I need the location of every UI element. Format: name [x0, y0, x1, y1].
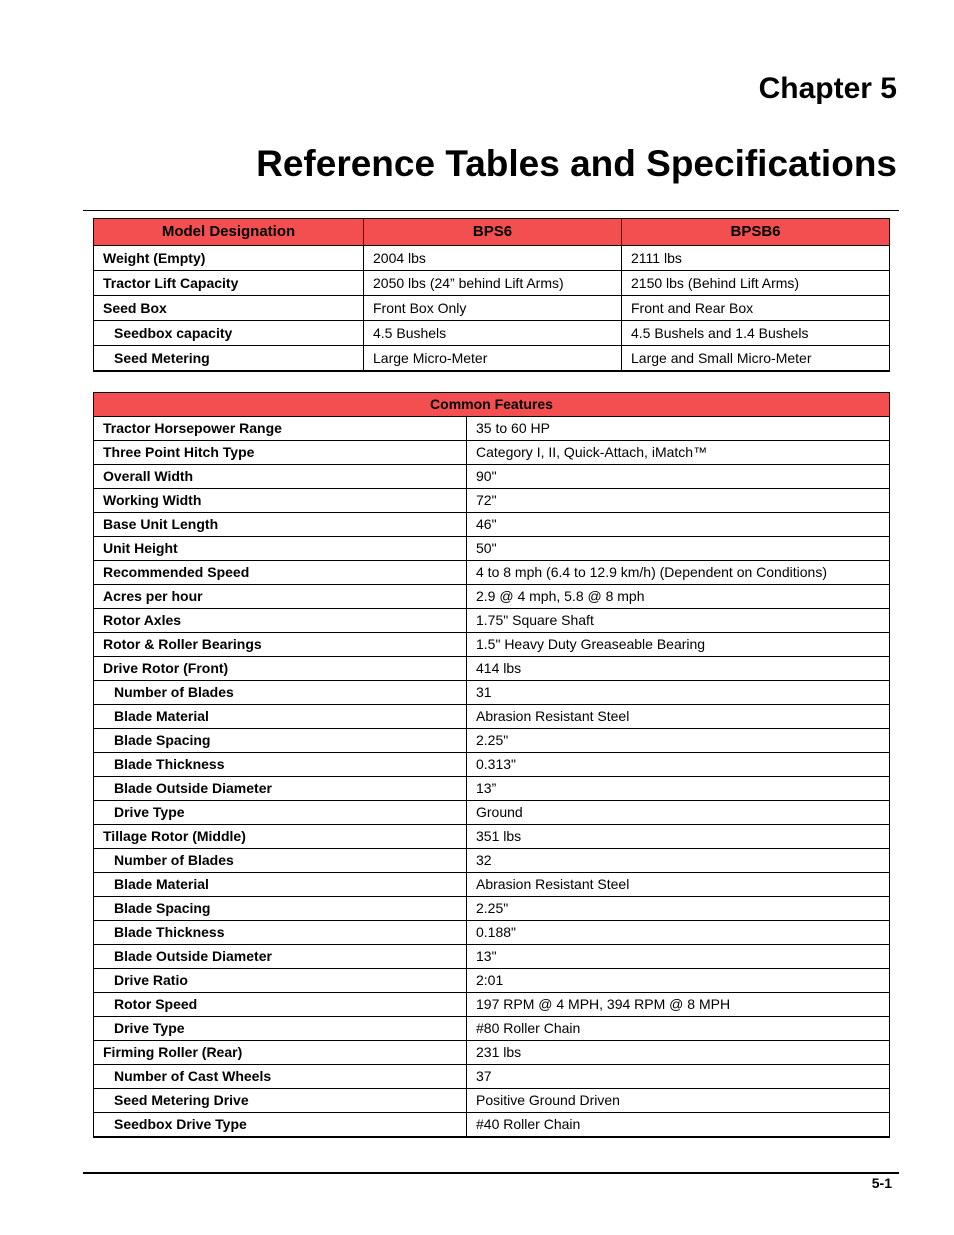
common-features-header: Common Features — [94, 393, 890, 417]
bpsb6-value: 4.5 Bushels and 1.4 Bushels — [622, 321, 890, 346]
spec-label: Seedbox capacity — [94, 321, 364, 346]
table-row — [94, 849, 890, 873]
table-row — [94, 585, 890, 609]
spec-label: Drive Type — [94, 1017, 467, 1041]
table-row — [94, 537, 890, 561]
spec-label: Tractor Lift Capacity — [94, 271, 364, 296]
table-row — [94, 296, 890, 321]
model-table-header-row — [94, 219, 890, 246]
bps6-value: 4.5 Bushels — [364, 321, 622, 346]
column-header-bps6: BPS6 — [364, 219, 622, 246]
spec-label: Drive Ratio — [94, 969, 467, 993]
spec-value: 2.25" — [467, 897, 890, 921]
spec-label: Drive Type — [94, 801, 467, 825]
top-rule — [83, 210, 899, 211]
table-row — [94, 969, 890, 993]
spec-label: Blade Spacing — [94, 729, 467, 753]
spec-label: Drive Rotor (Front) — [94, 657, 467, 681]
spec-label: Seed Box — [94, 296, 364, 321]
table-row — [94, 681, 890, 705]
spec-label: Blade Outside Diameter — [94, 945, 467, 969]
table-row — [94, 513, 890, 537]
table-row — [94, 993, 890, 1017]
table-row — [94, 417, 890, 441]
spec-value: 0.313" — [467, 753, 890, 777]
table-row — [94, 921, 890, 945]
spec-label: Number of Blades — [94, 681, 467, 705]
spec-label: Blade Spacing — [94, 897, 467, 921]
spec-value: 0.188" — [467, 921, 890, 945]
spec-value: 4 to 8 mph (6.4 to 12.9 km/h) (Dependent on Conditions) — [467, 561, 890, 585]
spec-label: Tractor Horsepower Range — [94, 417, 467, 441]
spec-label: Overall Width — [94, 465, 467, 489]
bps6-value: 2050 lbs (24” behind Lift Arms) — [364, 271, 622, 296]
common-features-table — [93, 392, 890, 1138]
table-row — [94, 897, 890, 921]
spec-value: Positive Ground Driven — [467, 1089, 890, 1113]
spec-value: 13" — [467, 945, 890, 969]
table-row — [94, 465, 890, 489]
table-row — [94, 945, 890, 969]
table-row — [94, 873, 890, 897]
spec-value: #80 Roller Chain — [467, 1017, 890, 1041]
spec-label: Rotor Axles — [94, 609, 467, 633]
spec-label: Blade Outside Diameter — [94, 777, 467, 801]
spec-label: Base Unit Length — [94, 513, 467, 537]
spec-label: Working Width — [94, 489, 467, 513]
bps6-value: 2004 lbs — [364, 246, 622, 271]
spec-label: Blade Thickness — [94, 921, 467, 945]
model-designation-table — [93, 218, 890, 372]
spec-value: 32 — [467, 849, 890, 873]
spec-value: 46" — [467, 513, 890, 537]
table-row — [94, 609, 890, 633]
spec-label: Seed Metering Drive — [94, 1089, 467, 1113]
spec-label: Three Point Hitch Type — [94, 441, 467, 465]
spec-value: 231 lbs — [467, 1041, 890, 1065]
table-row — [94, 346, 890, 372]
spec-label: Firming Roller (Rear) — [94, 1041, 467, 1065]
table-row — [94, 1017, 890, 1041]
table-row — [94, 729, 890, 753]
spec-value: 1.75" Square Shaft — [467, 609, 890, 633]
spec-value: 351 lbs — [467, 825, 890, 849]
spec-value: 2:01 — [467, 969, 890, 993]
spec-value: 2.25" — [467, 729, 890, 753]
spec-label: Blade Material — [94, 873, 467, 897]
spec-value: 197 RPM @ 4 MPH, 394 RPM @ 8 MPH — [467, 993, 890, 1017]
table-row — [94, 657, 890, 681]
bpsb6-value: Large and Small Micro-Meter — [622, 346, 890, 372]
bps6-value: Front Box Only — [364, 296, 622, 321]
table-row — [94, 777, 890, 801]
bpsb6-value: 2150 lbs (Behind Lift Arms) — [622, 271, 890, 296]
spec-label: Number of Cast Wheels — [94, 1065, 467, 1089]
bpsb6-value: 2111 lbs — [622, 246, 890, 271]
bottom-rule — [83, 1172, 899, 1174]
spec-label: Unit Height — [94, 537, 467, 561]
spec-value: Ground — [467, 801, 890, 825]
spec-label: Acres per hour — [94, 585, 467, 609]
column-header-bpsb6: BPSB6 — [622, 219, 890, 246]
spec-label: Blade Material — [94, 705, 467, 729]
spec-value: 1.5" Heavy Duty Greaseable Bearing — [467, 633, 890, 657]
bps6-value: Large Micro-Meter — [364, 346, 622, 372]
table-row — [94, 705, 890, 729]
spec-label: Seedbox Drive Type — [94, 1113, 467, 1138]
spec-label: Rotor Speed — [94, 993, 467, 1017]
table-row — [94, 1113, 890, 1138]
spec-label: Blade Thickness — [94, 753, 467, 777]
spec-label: Recommended Speed — [94, 561, 467, 585]
table-row — [94, 753, 890, 777]
table-row — [94, 441, 890, 465]
spec-label: Rotor & Roller Bearings — [94, 633, 467, 657]
spec-value: 31 — [467, 681, 890, 705]
spec-label: Seed Metering — [94, 346, 364, 372]
spec-value: Category I, II, Quick-Attach, iMatch™ — [467, 441, 890, 465]
column-header-model-designation: Model Designation — [94, 219, 364, 246]
table-row — [94, 1065, 890, 1089]
spec-value: Abrasion Resistant Steel — [467, 705, 890, 729]
spec-value: 37 — [467, 1065, 890, 1089]
table-row — [94, 489, 890, 513]
table-row — [94, 633, 890, 657]
page-title: Reference Tables and Specifications — [256, 143, 897, 184]
bpsb6-value: Front and Rear Box — [622, 296, 890, 321]
table-row — [94, 271, 890, 296]
spec-label: Number of Blades — [94, 849, 467, 873]
spec-value: 35 to 60 HP — [467, 417, 890, 441]
table-row — [94, 321, 890, 346]
table-row — [94, 246, 890, 271]
spec-value: #40 Roller Chain — [467, 1113, 890, 1138]
spec-value: 90" — [467, 465, 890, 489]
common-table-header-row — [94, 393, 890, 417]
spec-label: Weight (Empty) — [94, 246, 364, 271]
spec-value: 50" — [467, 537, 890, 561]
spec-value: Abrasion Resistant Steel — [467, 873, 890, 897]
spec-value: 13” — [467, 777, 890, 801]
table-row — [94, 561, 890, 585]
spec-value: 2.9 @ 4 mph, 5.8 @ 8 mph — [467, 585, 890, 609]
table-row — [94, 1089, 890, 1113]
table-row — [94, 1041, 890, 1065]
table-row — [94, 825, 890, 849]
page-number: 5-1 — [871, 1175, 892, 1191]
spec-value: 414 lbs — [467, 657, 890, 681]
spec-value: 72" — [467, 489, 890, 513]
spec-label: Tillage Rotor (Middle) — [94, 825, 467, 849]
table-row — [94, 801, 890, 825]
chapter-heading: Chapter 5 — [758, 72, 897, 105]
